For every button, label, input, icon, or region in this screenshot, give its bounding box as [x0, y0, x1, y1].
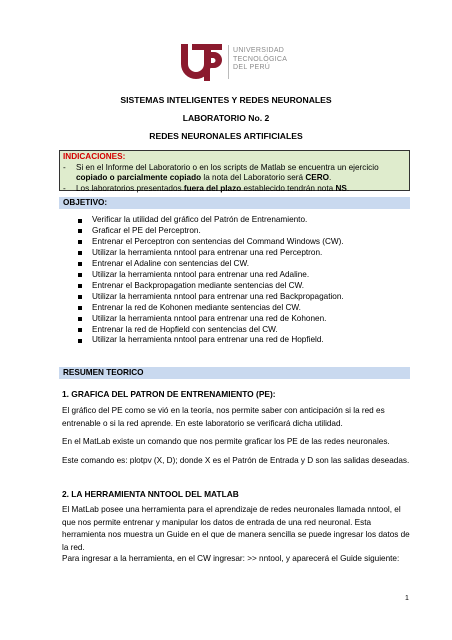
objetivo-item [78, 248, 344, 259]
objetivo-item-text: Entrenar la red de Kohonen mediante sentencias del CW. [92, 302, 301, 312]
page-number: 1 [405, 595, 409, 602]
indicaciones-item-1-text: Si en el Informe del Laboratorio o en los scripts de Matlab se encuentra un ejercicio [76, 162, 379, 172]
objetivo-item-text: Graficar el PE del Perceptron. [92, 225, 201, 235]
objetivo-item [78, 325, 344, 336]
indicaciones-item-2-a: Los laboratorios presentados [76, 183, 184, 193]
bullet-icon [78, 273, 82, 277]
bullet-icon [78, 240, 82, 244]
bullet-icon [78, 306, 82, 310]
objetivo-item [78, 215, 344, 226]
indicaciones-title: INDICACIONES: [63, 152, 126, 161]
indicaciones-period-1: . [329, 173, 332, 183]
objetivo-item-text: Verificar la utilidad del gráfico del Patrón de Entrenamiento. [92, 215, 308, 224]
section-1-paragraph-3: Este comando es: plotpv (X, D); donde X es el Patrón de Entrada y D son las salidas deseadas. [62, 456, 410, 465]
indicaciones-item-1 [63, 163, 406, 184]
section-2-paragraph-2: Para ingresar a la herramienta, en el CW ingresar: >> nntool, y aparecerá el Guide siguiente: [62, 554, 400, 563]
bullet-icon [78, 328, 82, 332]
topic-title: REDES NEURONALES ARTIFICIALES [149, 131, 303, 141]
course-title: SISTEMAS INTELIGENTES Y REDES NEURONALES [120, 95, 332, 105]
dash-marker: - [63, 183, 66, 193]
objetivo-item [78, 303, 344, 314]
objetivo-item-text: Utilizar la herramienta nntool para entrenar una red de Kohonen. [92, 313, 327, 323]
indicaciones-box [59, 150, 410, 191]
dash-marker: - [63, 162, 66, 172]
lab-title: LABORATORIO No. 2 [182, 113, 270, 123]
objetivo-item-text: Entrenar el Adaline con sentencias del CW. [92, 258, 250, 268]
objetivo-item [78, 281, 344, 292]
section-1-paragraph-2: En el MatLab existe un comando que nos permite graficar los PE de las redes neuronales. [62, 437, 390, 446]
logo-line-2: TECNOLÓGICA [233, 55, 288, 63]
objetivo-item [78, 259, 344, 270]
objetivo-item [78, 237, 344, 248]
objetivo-item-text: Utilizar la herramienta nntool para entrenar una red Backpropagation. [92, 291, 344, 301]
indicaciones-ns: NS [335, 183, 347, 193]
resumen-heading: RESUMEN TEORICO [59, 367, 410, 379]
objetivo-item [78, 226, 344, 237]
objetivo-item [78, 270, 344, 281]
indicaciones-period-2: . [346, 183, 350, 193]
objetivo-item [78, 292, 344, 303]
bullet-icon [78, 262, 82, 266]
objetivo-item-text: Entrenar la red de Hopfield con sentencias del CW. [92, 324, 278, 334]
objetivo-item [78, 314, 344, 325]
indicaciones-copiado: copiado o parcialmente copiado [76, 173, 202, 183]
objetivo-item-text: Entrenar el Perceptron con sentencias del Command Windows (CW). [92, 236, 344, 246]
bullet-icon [78, 339, 82, 343]
indicaciones-item-2 [63, 184, 406, 195]
objetivo-item-text: Utilizar la herramienta nntool para entrenar una red de Hopfield. [92, 335, 324, 345]
objetivo-heading: OBJETIVO: [59, 197, 410, 209]
objetivo-item [78, 335, 344, 346]
section-2-paragraph-1: El MatLab posee una herramienta para el aprendizaje de redes neuronales llamada nntool, el que nos permite entrenar y manipular los datos de entrada de una red neuronal. Esta herramienta nos muestra un Guide en el que de manera sencilla se puede ingresar los datos de la red. [62, 505, 410, 552]
objetivo-item-text: Entrenar el Backpropagation mediante sentencias del CW. [92, 280, 305, 290]
indicaciones-nota: la nota del Laboratorio será [201, 173, 306, 183]
indicaciones-item-2-c: establecido tendrán nota [241, 183, 336, 193]
logo-line-1: UNIVERSIDAD [233, 47, 285, 54]
section-2-title: 2. LA HERRAMIENTA NNTOOL DEL MATLAB [62, 489, 239, 499]
logo-line-3: DEL PERÚ [233, 64, 271, 71]
objetivo-item-text: Utilizar la herramienta nntool para entrenar una red Perceptron. [92, 247, 323, 257]
indicaciones-fuera-plazo: fuera del plazo [183, 183, 242, 193]
section-1-title: 1. GRAFICA DEL PATRON DE ENTRENAMIENTO (PE): [62, 389, 276, 399]
bullet-icon [78, 251, 82, 255]
bullet-icon [78, 317, 82, 321]
indicaciones-cero: CERO [305, 173, 330, 183]
bullet-icon [78, 284, 82, 288]
bullet-icon [78, 295, 82, 299]
section-1-paragraph-1: El gráfico del PE como se vió en la teoría, nos permite saber con anticipación si la red es entrenable o si la red aprende. En este laboratorio se verificará dicha utilidad. [62, 406, 385, 428]
logo-wordmark [233, 47, 287, 73]
bullet-icon [78, 219, 82, 223]
objetivo-list [78, 215, 344, 346]
objetivo-item-text: Utilizar la herramienta nntool para entrenar una red Adaline. [92, 269, 310, 279]
bullet-icon [78, 229, 82, 233]
